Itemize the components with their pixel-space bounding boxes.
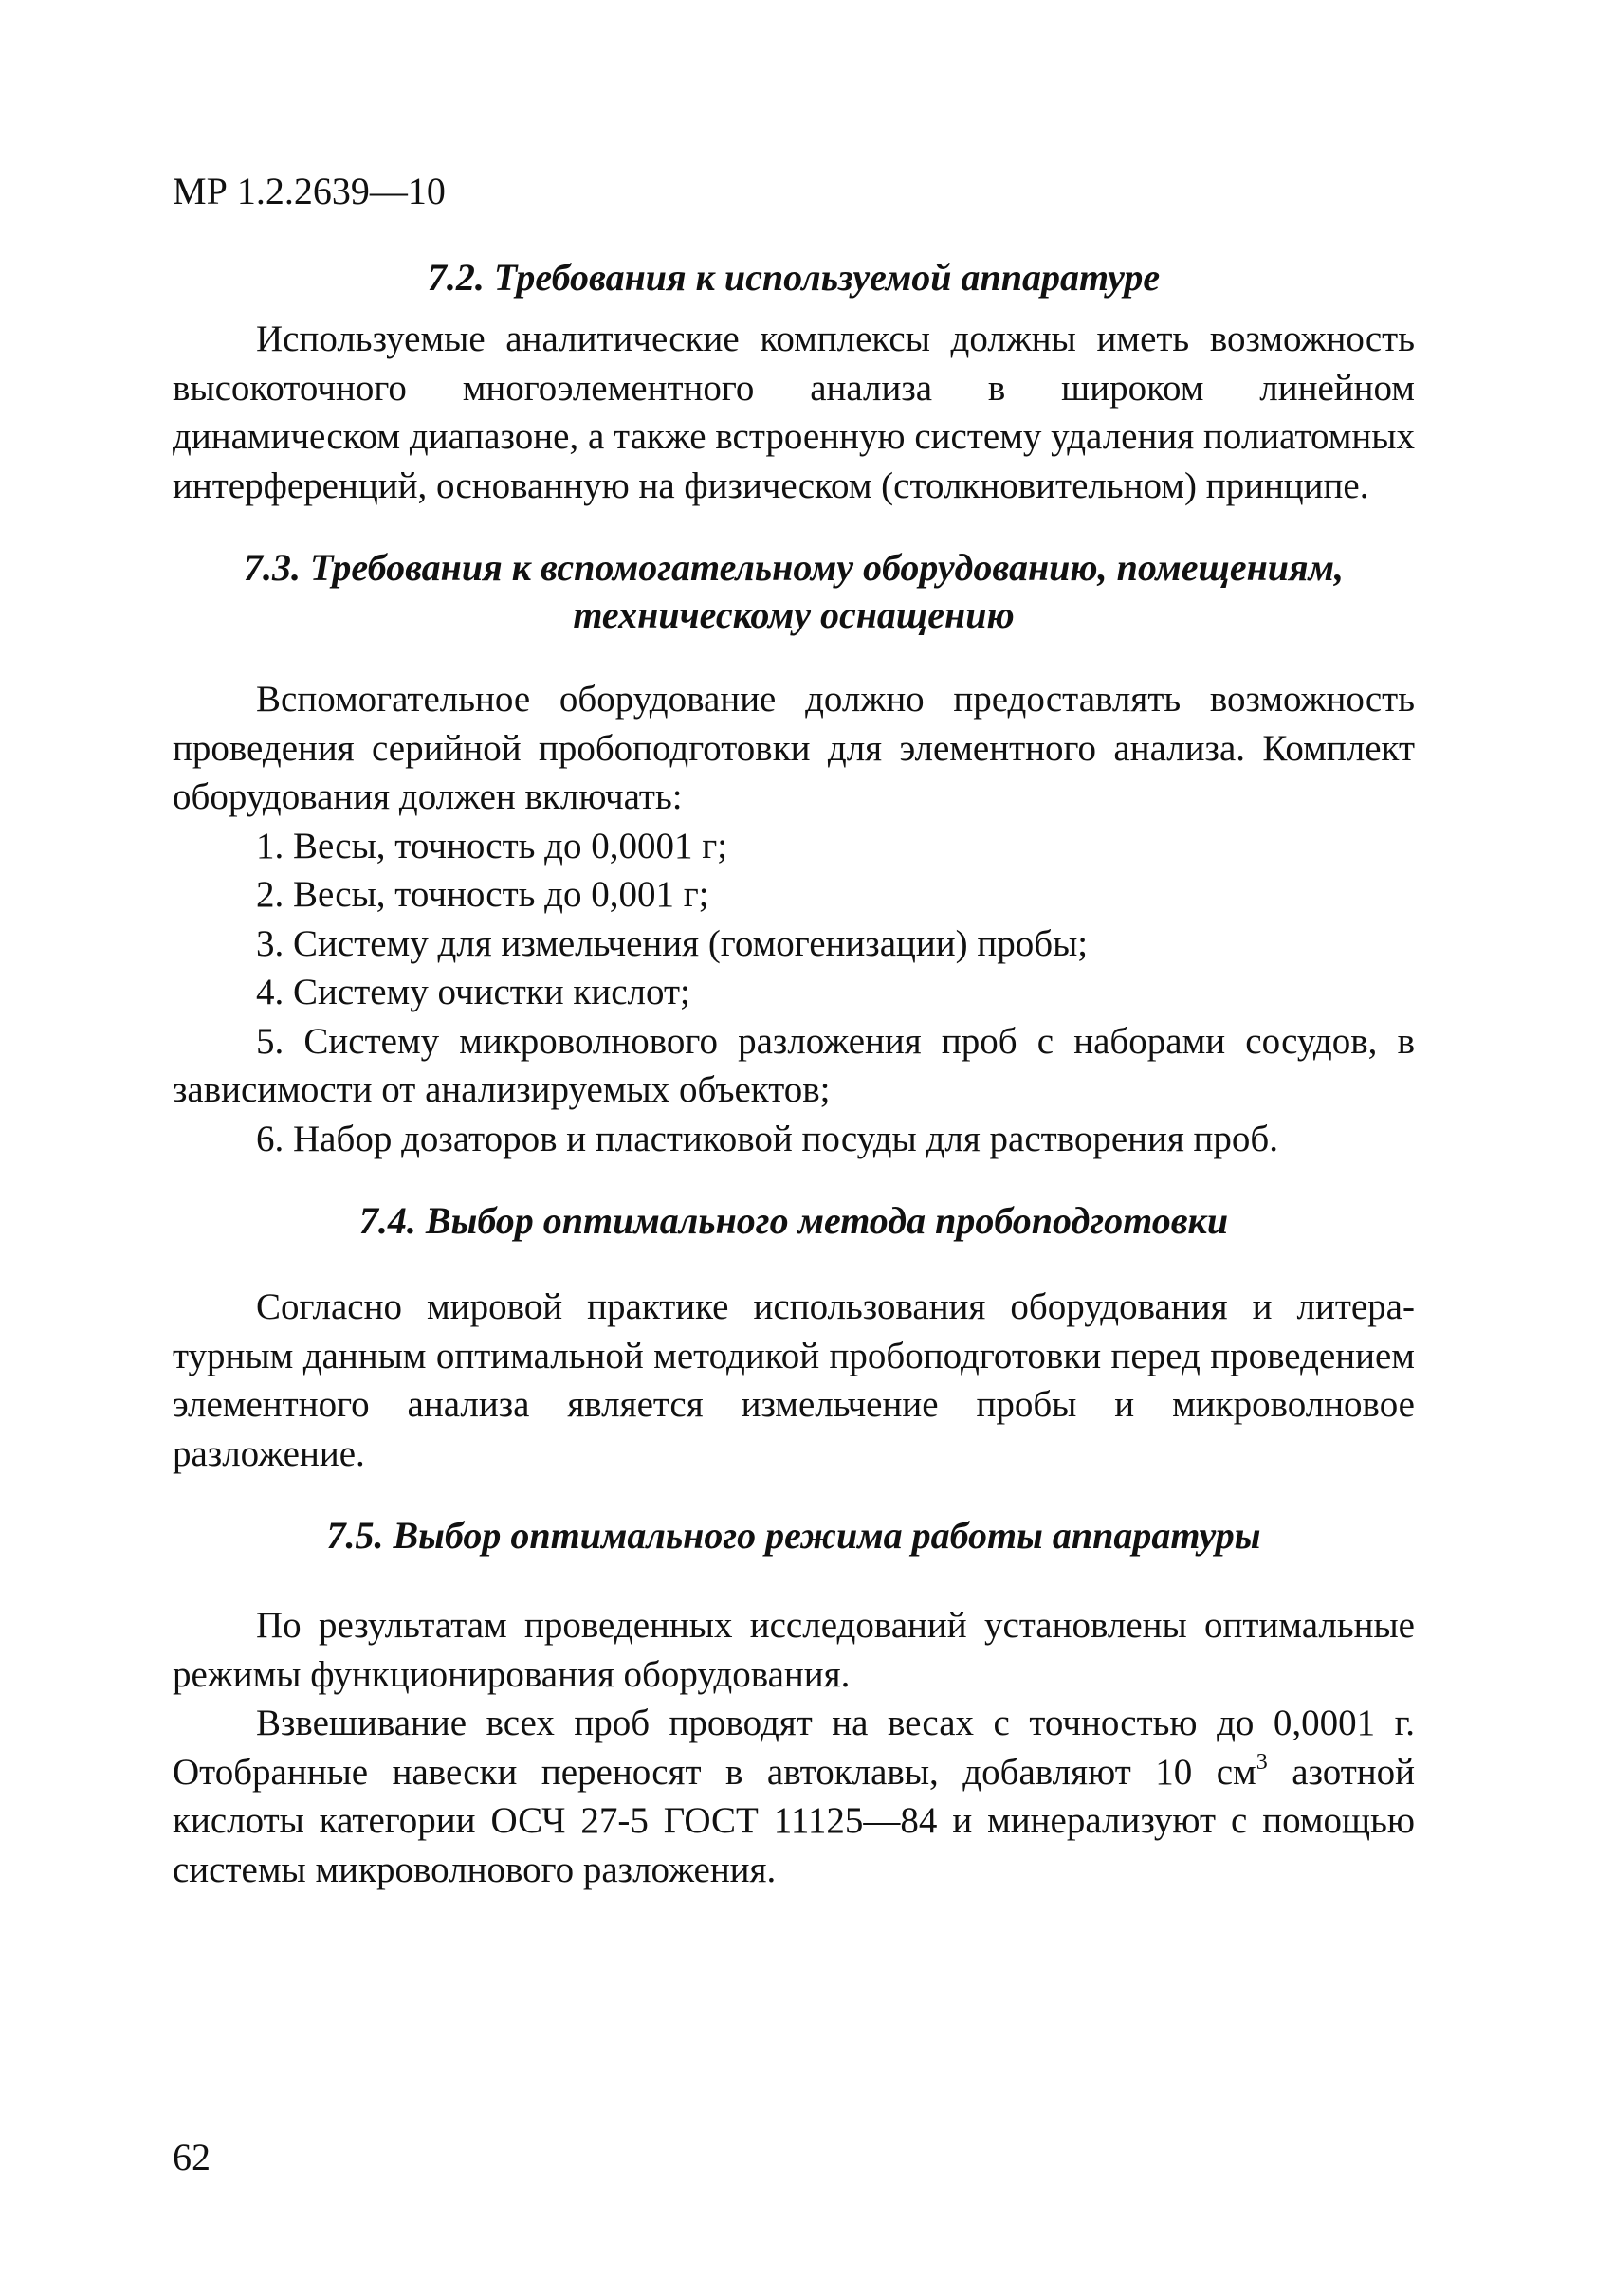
section-7-4-heading [173,1197,1415,1245]
page-number: 62 [173,2136,211,2178]
section-7-5-heading [173,1512,1415,1559]
section-7-5-paragraph-1: По результатам проведенных исследований установлены оптимальные режимы функционирования оборудования. [173,1605,1415,1695]
section-7-4-title: 7.4. Выбор оптимального метода пробоподготовки [358,1199,1229,1242]
section-7-5-title: 7.5. Выбор оптимального режима работы аппаратуры [326,1514,1261,1557]
document-code: МР 1.2.2639—10 [173,170,446,212]
equipment-list-item: 4. Систему очистки кислот; [256,972,690,1012]
paragraph-2-text-end: азотной кислоты категории ОСЧ 27-5 ГОСТ 11125—84 и минерализуют с помощью системы микроволнового разложения. [173,1751,1415,1890]
superscript-3: 3 [1256,1749,1268,1775]
equipment-list-item: 6. Набор дозаторов и пластиковой посуды для растворения проб. [256,1118,1279,1159]
page-body [173,254,1415,1894]
equipment-list-item: 2. Весы, точность до 0,001 г; [256,874,709,915]
section-7-2-paragraph: Используемые аналитические комплексы должны иметь возможность высокоточного многоэлементного анализа в широком линейном динамическом диапазоне, а также встроенную систему удаления полиатомных интерференций, основанную на физическом (столкновительном) принципе. [173,319,1415,506]
section-7-3-paragraph: Вспомогательное оборудование должно предоставлять возможность проведения серийной пробоподготовки для элементного анализа. Комплект оборудования должен включать: [173,679,1415,817]
section-7-3-heading [173,544,1415,639]
section-7-2-title: 7.2. Требования к используемой аппаратуре [427,256,1161,299]
equipment-list-item: 1. Весы, точность до 0,0001 г; [256,825,728,866]
paragraph-2-text-start: Взвешивание всех проб проводят на весах с точностью до 0,0001 г. Отобранные навески переносят в автоклавы, добавляют 10 см [173,1703,1415,1793]
equipment-list [173,822,1415,1164]
section-7-4-paragraph: Согласно мировой практике использования оборудования и литературным данным оптимальной методикой пробоподготовки перед проведением элементного анализа является измельчение пробы и микроволновое разложение. [173,1286,1415,1474]
equipment-list-item: 3. Систему для измельчения (гомогенизации) пробы; [256,922,1089,964]
section-7-3-title-line2: техническому оснащению [573,593,1015,636]
section-7-2-heading [173,254,1415,301]
equipment-list-item: 5. Систему микроволнового разложения проб с наборами сосудов, в зависимости от анализируемых объектов; [173,1020,1415,1110]
section-7-5-paragraph-2 [173,1699,1415,1894]
section-7-3-title-line1: 7.3. Требования к вспомогательному оборудованию, помещениям, [243,546,1345,589]
